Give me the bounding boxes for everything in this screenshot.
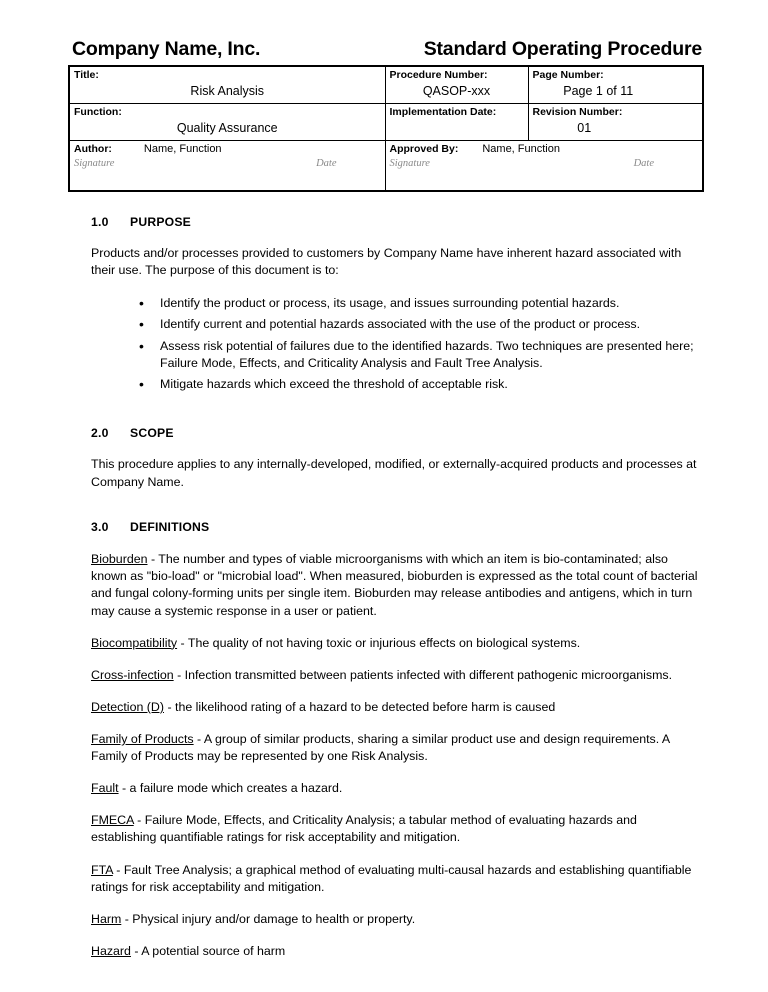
definition-text: - A group of similar products, sharing a similar product use and design requirements. A Family of Products may be represented by one Risk Analysis.: [91, 732, 670, 764]
definition-term: FMECA: [91, 813, 134, 828]
definition-term: Harm: [91, 911, 122, 926]
cell-procedure-number: [385, 66, 528, 103]
section-title-definitions: DEFINITIONS: [130, 519, 210, 534]
page-number-value: Page 1 of 11: [563, 84, 634, 99]
cell-author: [69, 140, 385, 191]
cell-title: [69, 66, 385, 103]
definition-text: - The quality of not having toxic or injurious effects on biological systems.: [177, 635, 581, 650]
author-line: [74, 143, 381, 157]
section-title-scope: SCOPE: [130, 425, 174, 440]
definition-term: Hazard: [91, 943, 131, 958]
purpose-intro-paragraph: Products and/or processes provided to customers by Company Name have inherent hazard associated with their use. The purpose of this document is to:: [91, 246, 682, 278]
document-body: [68, 214, 702, 961]
definition-entry: [91, 667, 702, 684]
cell-approved-by: [385, 140, 703, 191]
definitions-list: [91, 551, 702, 960]
definition-entry: [91, 635, 702, 652]
definition-text: - A potential source of harm: [130, 943, 286, 958]
definition-entry: [91, 862, 702, 896]
definition-term: Fault: [91, 781, 119, 796]
table-row-function: [69, 103, 703, 140]
author-signature-label: Signature: [74, 158, 115, 170]
definition-entry: [91, 812, 702, 846]
author-date-label: Date: [316, 158, 337, 170]
revision-number-value: 01: [577, 120, 592, 135]
definition-text: - Failure Mode, Effects, and Criticality Analysis; a tabular method of evaluating hazards and establishing quantifiable ratings for risk acceptability and mitigation.: [91, 813, 637, 845]
definition-entry: [91, 551, 702, 619]
approver-line: [390, 143, 699, 157]
cell-page-number: [528, 66, 703, 103]
function-value: Quality Assurance: [176, 120, 278, 135]
page-number-label: Page Number:: [532, 69, 604, 81]
title-value: Risk Analysis: [190, 84, 265, 99]
definition-text: - a failure mode which creates a hazard.: [118, 781, 343, 796]
section-number-definitions: 3.0: [91, 519, 109, 534]
definition-text: - the likelihood rating of a hazard to be detected before harm is caused: [164, 699, 556, 714]
list-item: • Assess risk potential of failures due to the identified hazards. Two techniques are presented here; Failure Mode, Effects, and Criticality Analysis and Fault Tree Analysis.: [139, 338, 702, 372]
definition-term: Family of Products: [91, 732, 194, 747]
scope-paragraph: This procedure applies to any internally-developed, modified, or externally-acquired products and processes at Company Name.: [91, 457, 697, 489]
definition-term: Detection (D): [91, 699, 164, 714]
definition-text: - The number and types of viable microorganisms with which an item is bio-contaminated; also known as "bio-load" or "microbial load". When measured, bioburden is expressed as the total count of bacterial and fungal colony-forming units per single item. Bioburden may release antibodies and antigens, which in turn may cause a systemic response in a user or patient.: [91, 552, 698, 618]
list-item: • Mitigate hazards which exceed the threshold of acceptable risk.: [139, 376, 702, 393]
section-heading-purpose: [91, 214, 702, 231]
definition-entry: [91, 911, 702, 928]
cell-function: [69, 103, 385, 140]
implementation-date-label: Implementation Date:: [389, 105, 497, 118]
page-content: [68, 38, 702, 960]
masthead: [68, 38, 702, 61]
spacer: [91, 397, 702, 425]
spacer: [91, 491, 702, 519]
cell-revision-number: [528, 103, 703, 140]
company-name: Company Name, Inc.: [72, 38, 261, 60]
author-value: Name, Function: [143, 142, 222, 155]
purpose-bullet-list: [91, 295, 702, 393]
definition-term: Cross-infection: [91, 667, 174, 682]
definition-term: Bioburden: [91, 552, 148, 567]
author-label: Author:: [74, 142, 112, 155]
cell-implementation-date: [385, 103, 528, 140]
procedure-number-value: QASOP-xxx: [422, 84, 491, 99]
procedure-number-label: Procedure Number:: [389, 69, 488, 81]
section-number-scope: 2.0: [91, 425, 109, 440]
definition-term: FTA: [91, 862, 113, 877]
approver-signature-line: [390, 157, 699, 170]
approver-signature-label: Signature: [389, 158, 430, 170]
author-signature-line: [74, 157, 381, 170]
approved-by-value: Name, Function: [482, 142, 560, 155]
document-header-table: [68, 65, 704, 192]
definition-term: Biocompatibility: [91, 635, 178, 650]
approver-date-label: Date: [633, 158, 654, 170]
definition-entry: [91, 731, 702, 765]
section-title-purpose: PURPOSE: [130, 214, 191, 229]
section-heading-definitions: [91, 519, 702, 536]
list-item: • Identify current and potential hazards associated with the use of the product or process.: [139, 316, 702, 333]
definition-text: - Fault Tree Analysis; a graphical method of evaluating multi-causal hazards and establishing quantifiable ratings for risk acceptability and mitigation.: [91, 862, 692, 894]
section-number-purpose: 1.0: [91, 214, 109, 229]
definition-entry: [91, 943, 702, 960]
table-row-signatures: [69, 140, 703, 191]
document-type-title: Standard Operating Procedure: [423, 38, 702, 60]
function-label: Function:: [74, 105, 122, 118]
definition-entry: [91, 699, 702, 716]
definition-text: - Infection transmitted between patients infected with different pathogenic microorganisms.: [173, 667, 673, 682]
revision-number-label: Revision Number:: [532, 105, 623, 118]
definition-entry: [91, 780, 702, 797]
approved-by-label: Approved By:: [389, 142, 459, 155]
definition-text: - Physical injury and/or damage to health or property.: [121, 911, 416, 926]
title-label: Title:: [74, 69, 99, 81]
list-item: • Identify the product or process, its usage, and issues surrounding potential hazards.: [139, 295, 702, 312]
section-heading-scope: [91, 425, 702, 442]
table-row-title: [69, 66, 703, 103]
